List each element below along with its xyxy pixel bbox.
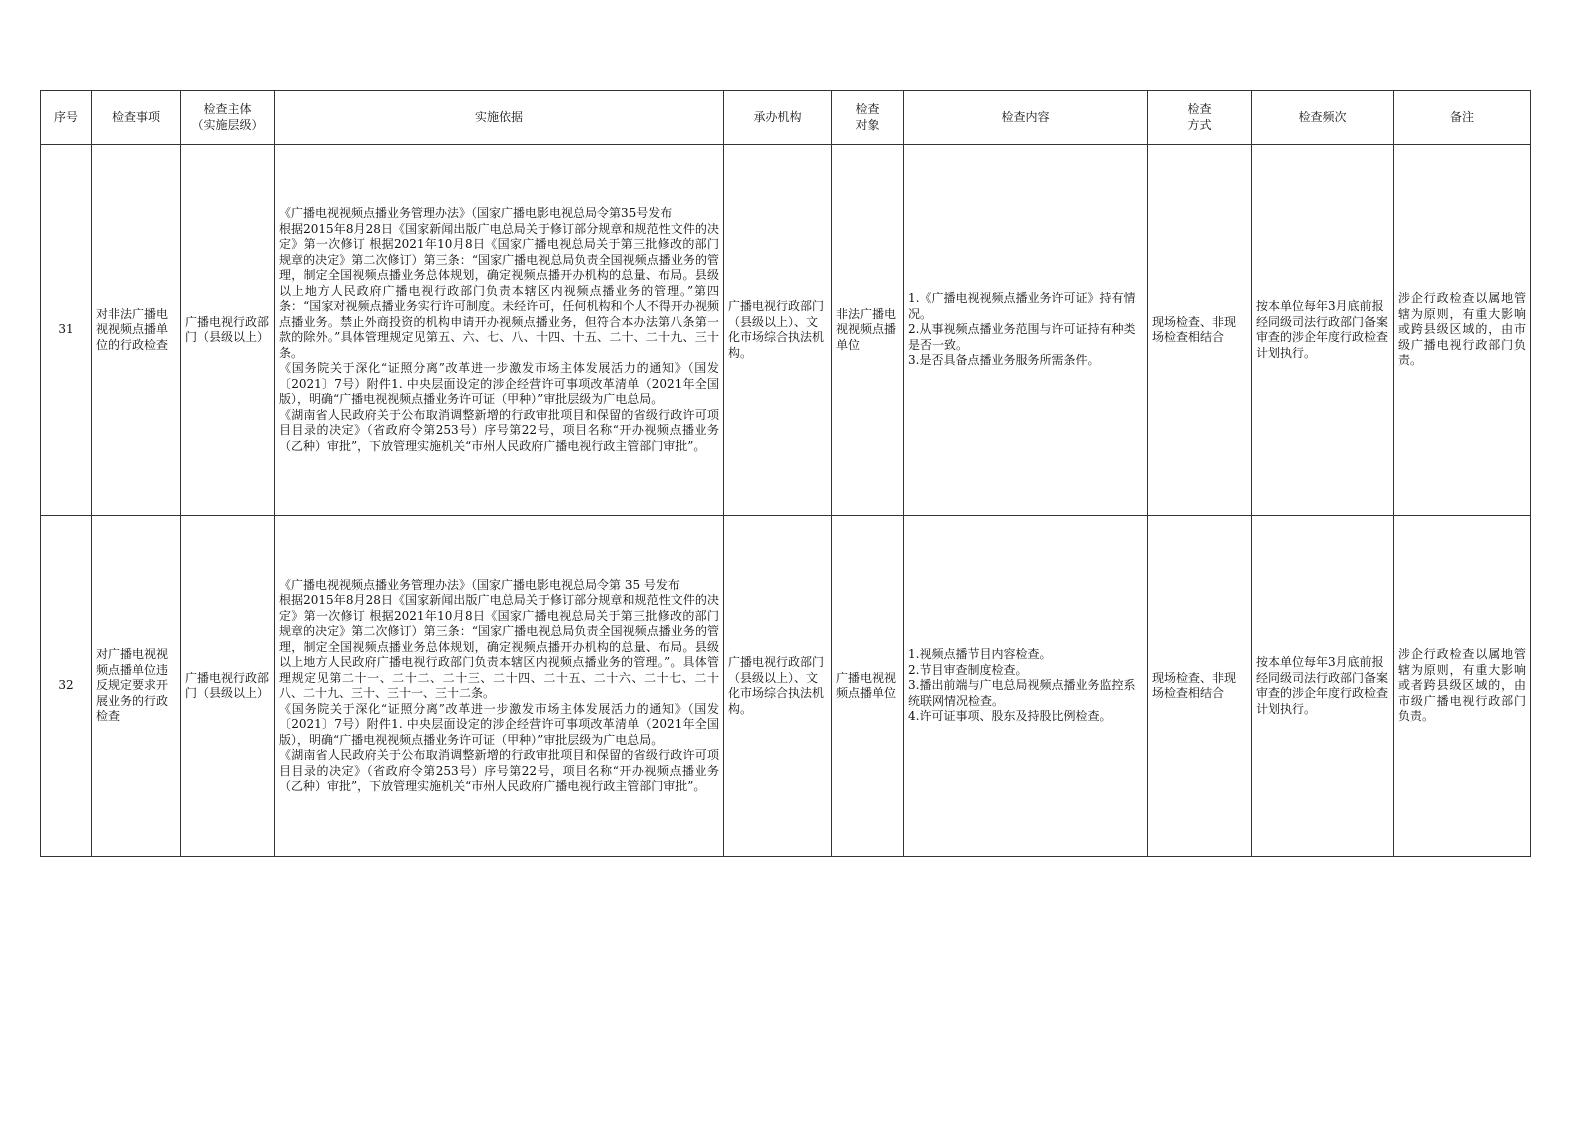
cell-subject: 广播电视行政部门（县级以上） xyxy=(181,145,275,516)
cell-note xyxy=(1394,516,1531,857)
header-agency: 承办机构 xyxy=(724,91,832,145)
content-item: 2.从事视频点播业务范围与许可证持有种类是否一致。 xyxy=(908,322,1136,352)
cell-basis xyxy=(275,145,724,516)
cell-frequency: 按本单位每年3月底前报经同级司法行政部门备案审查的涉企年度行政检查计划执行。 xyxy=(1252,145,1394,516)
cell-content xyxy=(904,145,1148,516)
content-item: 3.是否具备点播业务服务所需条件。 xyxy=(908,353,1100,368)
header-row xyxy=(41,91,1531,145)
basis-paragraph: 《湖南省人民政府关于公布取消调整新增的行政审批项目和保留的省级行政许可项目目录的决定》（省政府令第253号）序号第22号，项目名称“开办视频点播业务（乙种）审批”，下放管理实施机关“市州人民政府广播电视行政主管部门审批”。 xyxy=(279,748,719,793)
header-method: 检查 方式 xyxy=(1148,91,1252,145)
basis-paragraph: 《湖南省人民政府关于公布取消调整新增的行政审批项目和保留的省级行政许可项目目录的决定》（省政府令第253号）序号第22号，项目名称“开办视频点播业务（乙种）审批”，下放管理实施机关“市州人民政府广播电视行政主管部门审批”。 xyxy=(279,407,719,453)
cell-basis xyxy=(275,516,724,857)
note-text: 涉企行政检查以属地管辖为原则，有重大影响或跨县级区域的，由市级广播电视行政部门负责。 xyxy=(1398,291,1526,368)
cell-seq: 31 xyxy=(41,145,92,516)
content-item: 4.许可证事项、股东及持股比例检查。 xyxy=(908,709,1112,724)
cell-agency: 广播电视行政部门（县级以上）、文化市场综合执法机构。 xyxy=(724,145,832,516)
cell-method: 现场检查、非现场检查相结合 xyxy=(1148,516,1252,857)
basis-paragraph: 《广播电视视频点播业务管理办法》（国家广播电影电视总局令第35号发布 xyxy=(279,206,673,220)
note-text: 涉企行政检查以属地管辖为原则，有重大影响或者跨县级区域的，由市级广播电视行政部门负责。 xyxy=(1398,647,1526,724)
basis-paragraph: 《广播电视视频点播业务管理办法》（国家广播电影电视总局令第 35 号发布 xyxy=(279,577,680,592)
cell-seq: 32 xyxy=(41,516,92,857)
basis-paragraph: 《国务院关于深化“证照分离”改革进一步激发市场主体发展活力的通知》（国发〔2021〕7号）附件1. 中央层面设定的涉企经营许可事项改革清单（2021年全国版），明确“广播电视视频点播业务许可证（甲种）”审批层级为广电总局。 xyxy=(279,701,719,747)
content-item: 1.视频点播节目内容检查。 xyxy=(908,647,1052,662)
content-item: 1.《广播电视视频点播业务许可证》持有情况。 xyxy=(908,291,1136,321)
cell-frequency: 按本单位每年3月底前报经同级司法行政部门备案审查的涉企年度行政检查计划执行。 xyxy=(1252,516,1394,857)
header-content: 检查内容 xyxy=(904,91,1148,145)
cell-subject: 广播电视行政部门（县级以上） xyxy=(181,516,275,857)
basis-paragraph: 根据2015年8月28日《国家新闻出版广电总局关于修订部分规章和规范性文件的决定》第一次修订 根据2021年10月8日《国家广播电视总局关于第三批修改的部门规章的决定》第二次修订）第三条：“国家广播电视总局负责全国视频点播业务的管理，制定全国视频点播业务总体规划，确定视频点播开办机构的总量、布局。县级以上地方人民政府广播电视行政部门负责本辖区内视频点播业务的管理。”。具体管理规定见第二十一、二十二、二十三、二十四、二十五、二十六、二十七、二十八、二十九、三十、三十一、三十二条。 xyxy=(279,593,719,700)
cell-content xyxy=(904,516,1148,857)
header-basis: 实施依据 xyxy=(275,91,724,145)
content-item: 2.节目审查制度检查。 xyxy=(908,662,1028,677)
header-subject: 检查主体 （实施层级） xyxy=(181,91,275,145)
header-target: 检查 对象 xyxy=(832,91,904,145)
content-item: 3.播出前端与广电总局视频点播业务监控系统联网情况检查。 xyxy=(908,678,1136,708)
table-row xyxy=(41,516,1531,857)
cell-item: 对非法广播电视视频点播单位的行政检查 xyxy=(92,145,181,516)
cell-method: 现场检查、非现场检查相结合 xyxy=(1148,145,1252,516)
table-row xyxy=(41,145,1531,516)
header-note: 备注 xyxy=(1394,91,1531,145)
basis-paragraph: 根据2015年8月28日《国家新闻出版广电总局关于修订部分规章和规范性文件的决定》第一次修订 根据2021年10月8日《国家广播电视总局关于第三批修改的部门规章的决定》第二次修订）第三条：“国家广播电视总局负责全国视频点播业务的管理，制定全国视频点播业务总体规划，确定视频点播开办机构的总量、布局。县级以上地方人民政府广播电视行政部门负责本辖区内视频点播业务的管理。”第四条：“国家对视频点播业务实行许可制度。未经许可，任何机构和个人不得开办视频点播业务。禁止外商投资的机构申请开办视频点播业务，但符合本办法第八条第一款的除外。”具体管理规定见第五、六、七、八、十四、十五、二十、二十九、三十条。 xyxy=(279,221,719,360)
header-item: 检查事项 xyxy=(92,91,181,145)
header-seq: 序号 xyxy=(41,91,92,145)
cell-item: 对广播电视视频点播单位违反规定要求开展业务的行政检查 xyxy=(92,516,181,857)
cell-agency: 广播电视行政部门（县级以上）、文化市场综合执法机构。 xyxy=(724,516,832,857)
inspection-table xyxy=(40,90,1531,857)
cell-note xyxy=(1394,145,1531,516)
basis-paragraph: 《国务院关于深化“证照分离”改革进一步激发市场主体发展活力的通知》（国发〔2021〕7号）附件1. 中央层面设定的涉企经营许可事项改革清单（2021年全国版），明确“广播电视视频点播业务许可证（甲种）”审批层级为广电总局。 xyxy=(279,361,719,406)
cell-target: 广播电视视频点播单位 xyxy=(832,516,904,857)
cell-target: 非法广播电视视频点播单位 xyxy=(832,145,904,516)
header-frequency: 检查频次 xyxy=(1252,91,1394,145)
